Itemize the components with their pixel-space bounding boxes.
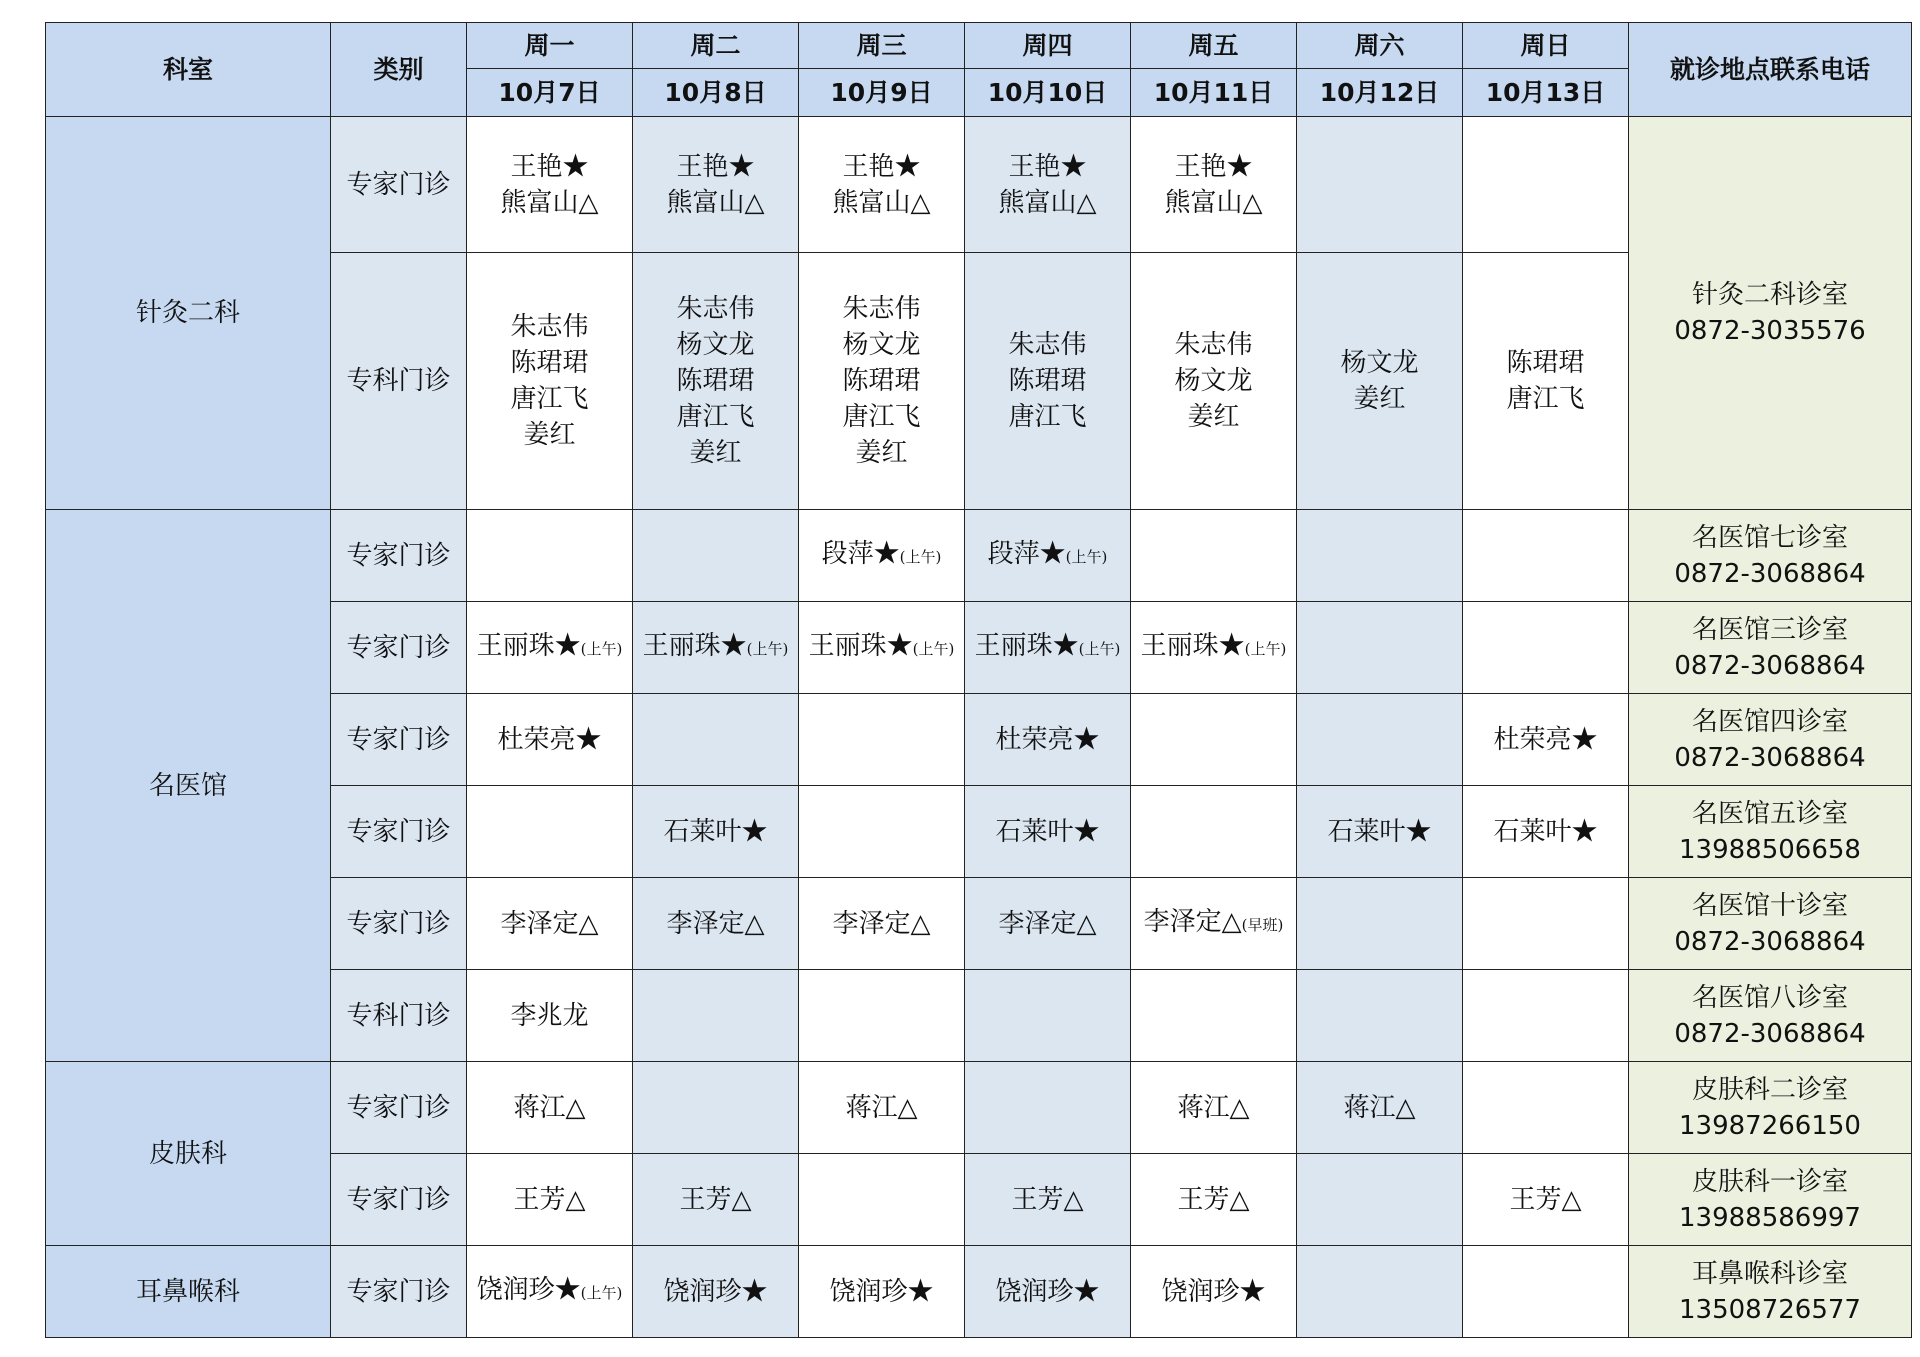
doctor-entry (1133, 185, 1294, 221)
clinic-category: 专家门诊 (331, 786, 467, 878)
session-note: (上午) (1078, 640, 1121, 658)
doctor-name: 王丽珠★ (476, 631, 581, 661)
schedule-cell (1131, 1246, 1297, 1338)
schedule-cell (799, 1154, 965, 1246)
doctor-entry (1133, 399, 1294, 435)
doctor-entry (1133, 1274, 1294, 1310)
table-row (46, 1062, 1912, 1154)
location-contact (1629, 117, 1912, 510)
schedule-cell (633, 253, 799, 510)
doctor-entry (801, 291, 962, 327)
doctor-entry (1299, 381, 1460, 417)
schedule-cell (1297, 786, 1463, 878)
doctor-name: 石莱叶★ (1493, 816, 1598, 847)
location-contact (1629, 970, 1912, 1062)
schedule-cell (1297, 1062, 1463, 1154)
schedule-cell (1297, 970, 1463, 1062)
session-note: (上午) (912, 640, 955, 658)
schedule-cell (799, 602, 965, 694)
doctor-entry (1465, 722, 1626, 758)
doctor-entry (635, 1274, 796, 1310)
location-phone: 0872-3068864 (1674, 558, 1866, 589)
doctor-entry (1133, 628, 1294, 667)
doctor-name: 李泽定△ (1143, 907, 1242, 937)
doctor-name: 石莱叶★ (663, 816, 768, 847)
doctor-name: 陈珺珺 (1008, 366, 1087, 396)
doctor-entry (635, 185, 796, 221)
location-phone: 13988586997 (1679, 1202, 1861, 1233)
header-date: 10月7日 (467, 69, 633, 117)
doctor-name: 蒋江△ (1343, 1092, 1416, 1123)
header-weekday: 周五 (1131, 23, 1297, 69)
doctor-name: 饶润珍★ (1161, 1276, 1266, 1307)
header-date: 10月10日 (965, 69, 1131, 117)
schedule-cell (467, 1062, 633, 1154)
schedule-cell (1463, 1154, 1629, 1246)
doctor-name: 熊富山△ (666, 187, 765, 218)
doctor-name: 陈珺珺 (510, 348, 589, 378)
location-room: 名医馆七诊室 (1691, 522, 1848, 553)
header-category: 类别 (331, 23, 467, 117)
doctor-name: 王艳★ (1174, 151, 1253, 182)
doctor-name: 王丽珠★ (808, 631, 913, 661)
doctor-entry (635, 1182, 796, 1218)
clinic-category: 专科门诊 (331, 970, 467, 1062)
schedule-cell (1463, 1246, 1629, 1338)
location-phone: 0872-3068864 (1674, 1018, 1866, 1049)
location-room: 皮肤科一诊室 (1691, 1166, 1848, 1197)
doctor-entry (1133, 1090, 1294, 1126)
doctor-name: 朱志伟 (1174, 330, 1253, 360)
location-contact (1629, 602, 1912, 694)
schedule-cell (799, 253, 965, 510)
clinic-category: 专家门诊 (331, 878, 467, 970)
doctor-entry (469, 417, 630, 453)
location-phone: 13987266150 (1679, 1110, 1861, 1141)
doctor-entry (635, 906, 796, 942)
doctor-name: 王丽珠★ (642, 631, 747, 661)
doctor-name: 杨文龙 (1174, 366, 1253, 396)
schedule-cell (467, 117, 633, 253)
schedule-cell (633, 602, 799, 694)
doctor-name: 饶润珍★ (995, 1276, 1100, 1307)
clinic-category: 专家门诊 (331, 117, 467, 253)
schedule-cell (1463, 694, 1629, 786)
doctor-name: 王艳★ (676, 151, 755, 182)
location-room: 名医馆四诊室 (1691, 706, 1848, 737)
schedule-cell (633, 117, 799, 253)
header-weekday: 周二 (633, 23, 799, 69)
doctor-name: 姜红 (1353, 384, 1406, 414)
header-date: 10月13日 (1463, 69, 1629, 117)
doctor-name: 段萍★ (821, 539, 900, 569)
doctor-name: 唐江飞 (1008, 402, 1087, 432)
doctor-entry (801, 435, 962, 471)
location-room: 名医馆十诊室 (1691, 890, 1848, 921)
schedule-cell (965, 694, 1131, 786)
doctor-entry (801, 628, 962, 667)
doctor-entry (801, 399, 962, 435)
doctor-name: 饶润珍★ (663, 1276, 768, 1307)
schedule-cell (1297, 602, 1463, 694)
location-phone: 0872-3068864 (1674, 742, 1866, 773)
doctor-name: 蒋江△ (1177, 1092, 1250, 1123)
doctor-name: 唐江飞 (510, 384, 589, 414)
doctor-entry (469, 345, 630, 381)
doctor-entry (967, 722, 1128, 758)
doctor-name: 王芳△ (1011, 1184, 1084, 1215)
header-date: 10月12日 (1297, 69, 1463, 117)
doctor-name: 石莱叶★ (1327, 816, 1432, 847)
location-room: 针灸二科诊室 (1691, 280, 1848, 310)
schedule-cell (633, 1062, 799, 1154)
doctor-name: 李泽定△ (832, 908, 931, 939)
doctor-entry (967, 185, 1128, 221)
schedule-cell (799, 117, 965, 253)
department-name: 皮肤科 (46, 1062, 331, 1246)
doctor-entry (469, 906, 630, 942)
doctor-entry (1299, 814, 1460, 850)
schedule-cell (965, 878, 1131, 970)
clinic-category: 专家门诊 (331, 1246, 467, 1338)
schedule-cell (1297, 117, 1463, 253)
clinic-category: 专家门诊 (331, 510, 467, 602)
clinic-schedule-table (45, 22, 1912, 1338)
doctor-entry (469, 149, 630, 185)
doctor-entry (1133, 363, 1294, 399)
doctor-name: 杨文龙 (676, 330, 755, 360)
header-weekday: 周四 (965, 23, 1131, 69)
department-name: 名医馆 (46, 510, 331, 1062)
location-phone: 13988506658 (1679, 834, 1861, 865)
schedule-cell (633, 1246, 799, 1338)
schedule-cell (1463, 602, 1629, 694)
schedule-cell (965, 1246, 1131, 1338)
schedule-cell (1131, 1154, 1297, 1246)
location-contact (1629, 1062, 1912, 1154)
session-note: (上午) (580, 1284, 623, 1302)
schedule-cell (633, 970, 799, 1062)
header-weekday: 周六 (1297, 23, 1463, 69)
doctor-name: 姜红 (523, 420, 576, 450)
schedule-cell (633, 694, 799, 786)
doctor-name: 李泽定△ (666, 908, 765, 939)
location-phone: 13508726577 (1679, 1294, 1861, 1325)
doctor-name: 姜红 (855, 438, 908, 468)
doctor-entry (1133, 1182, 1294, 1218)
location-phone: 0872-3068864 (1674, 926, 1866, 957)
schedule-cell (965, 1062, 1131, 1154)
doctor-name: 李泽定△ (500, 908, 599, 939)
doctor-entry (1465, 381, 1626, 417)
schedule-cell (799, 878, 965, 970)
session-note: (上午) (580, 640, 623, 658)
location-room: 名医馆八诊室 (1691, 982, 1848, 1013)
schedule-cell (1131, 878, 1297, 970)
doctor-name: 熊富山△ (1164, 187, 1263, 218)
schedule-cell (467, 970, 633, 1062)
doctor-name: 王艳★ (842, 151, 921, 182)
location-contact (1629, 878, 1912, 970)
clinic-category: 专科门诊 (331, 253, 467, 510)
location-room: 皮肤科二诊室 (1691, 1074, 1848, 1105)
table-row (46, 1246, 1912, 1338)
schedule-cell (1463, 878, 1629, 970)
schedule-cell (1131, 1062, 1297, 1154)
doctor-name: 杨文龙 (842, 330, 921, 360)
location-room: 名医馆五诊室 (1691, 798, 1848, 829)
header-row-weekday (46, 23, 1912, 69)
schedule-cell (799, 786, 965, 878)
doctor-name: 王芳△ (1177, 1184, 1250, 1215)
schedule-wrapper (45, 22, 1912, 1338)
schedule-cell (1297, 1154, 1463, 1246)
doctor-entry (469, 628, 630, 667)
table-row (46, 510, 1912, 602)
schedule-cell (467, 1246, 633, 1338)
schedule-cell (965, 510, 1131, 602)
schedule-cell (467, 786, 633, 878)
table-header (46, 23, 1912, 117)
schedule-cell (1463, 510, 1629, 602)
schedule-cell (1297, 878, 1463, 970)
clinic-category: 专家门诊 (331, 1154, 467, 1246)
doctor-name: 蒋江△ (513, 1092, 586, 1123)
doctor-name: 姜红 (689, 438, 742, 468)
doctor-name: 陈珺珺 (676, 366, 755, 396)
schedule-cell (633, 510, 799, 602)
doctor-entry (469, 998, 630, 1034)
schedule-cell (965, 117, 1131, 253)
doctor-entry (801, 536, 962, 575)
doctor-entry (801, 1090, 962, 1126)
doctor-name: 李兆龙 (510, 1000, 589, 1031)
doctor-entry (1133, 904, 1294, 943)
doctor-name: 王丽珠★ (974, 631, 1079, 661)
doctor-name: 蒋江△ (845, 1092, 918, 1123)
schedule-cell (799, 510, 965, 602)
doctor-entry (967, 1182, 1128, 1218)
table-body (46, 117, 1912, 1338)
doctor-entry (967, 628, 1128, 667)
schedule-cell (1131, 694, 1297, 786)
table-row (46, 117, 1912, 253)
doctor-name: 朱志伟 (510, 312, 589, 342)
schedule-cell (799, 970, 965, 1062)
doctor-entry (1465, 1182, 1626, 1218)
schedule-cell (633, 878, 799, 970)
location-contact (1629, 1246, 1912, 1338)
location-phone: 0872-3068864 (1674, 650, 1866, 681)
schedule-cell (965, 1154, 1131, 1246)
schedule-cell (633, 786, 799, 878)
doctor-name: 王丽珠★ (1140, 631, 1245, 661)
header-weekday: 周一 (467, 23, 633, 69)
doctor-name: 石莱叶★ (995, 816, 1100, 847)
doctor-entry (635, 149, 796, 185)
department-name: 针灸二科 (46, 117, 331, 510)
session-note: (上午) (1244, 640, 1287, 658)
doctor-name: 朱志伟 (676, 294, 755, 324)
header-dept: 科室 (46, 23, 331, 117)
doctor-entry (469, 185, 630, 221)
schedule-cell (799, 1246, 965, 1338)
doctor-name: 熊富山△ (998, 187, 1097, 218)
doctor-entry (635, 363, 796, 399)
doctor-name: 熊富山△ (500, 187, 599, 218)
doctor-entry (635, 399, 796, 435)
session-note: (上午) (899, 548, 942, 566)
doctor-entry (801, 185, 962, 221)
doctor-name: 饶润珍★ (476, 1275, 581, 1305)
schedule-cell (965, 602, 1131, 694)
doctor-entry (801, 1274, 962, 1310)
doctor-entry (635, 435, 796, 471)
schedule-cell (799, 1062, 965, 1154)
location-contact (1629, 1154, 1912, 1246)
doctor-entry (635, 628, 796, 667)
doctor-entry (801, 363, 962, 399)
schedule-cell (633, 1154, 799, 1246)
header-weekday: 周三 (799, 23, 965, 69)
schedule-cell (1131, 253, 1297, 510)
doctor-entry (1133, 149, 1294, 185)
doctor-entry (801, 906, 962, 942)
doctor-name: 朱志伟 (1008, 330, 1087, 360)
doctor-entry (635, 814, 796, 850)
schedule-cell (1131, 602, 1297, 694)
clinic-category: 专家门诊 (331, 694, 467, 786)
schedule-cell (1131, 970, 1297, 1062)
doctor-entry (967, 363, 1128, 399)
schedule-cell (1463, 786, 1629, 878)
doctor-entry (801, 149, 962, 185)
doctor-name: 唐江飞 (842, 402, 921, 432)
doctor-entry (469, 1272, 630, 1311)
doctor-entry (1299, 1090, 1460, 1126)
doctor-name: 唐江飞 (676, 402, 755, 432)
session-note: (上午) (1065, 548, 1108, 566)
doctor-entry (469, 1090, 630, 1126)
doctor-entry (635, 291, 796, 327)
doctor-entry (469, 309, 630, 345)
clinic-category: 专家门诊 (331, 1062, 467, 1154)
doctor-entry (967, 536, 1128, 575)
location-contact (1629, 786, 1912, 878)
location-phone: 0872-3035576 (1674, 316, 1866, 346)
header-weekday: 周日 (1463, 23, 1629, 69)
doctor-entry (1299, 345, 1460, 381)
doctor-entry (967, 149, 1128, 185)
doctor-entry (1133, 327, 1294, 363)
schedule-cell (1297, 1246, 1463, 1338)
schedule-cell (965, 786, 1131, 878)
clinic-category: 专家门诊 (331, 602, 467, 694)
schedule-cell (965, 970, 1131, 1062)
doctor-entry (469, 1182, 630, 1218)
schedule-cell (1131, 117, 1297, 253)
session-note: (早班) (1241, 916, 1284, 934)
doctor-name: 王艳★ (1008, 151, 1087, 182)
schedule-cell (467, 253, 633, 510)
schedule-cell (467, 694, 633, 786)
doctor-name: 王艳★ (510, 151, 589, 182)
schedule-cell (799, 694, 965, 786)
location-contact (1629, 694, 1912, 786)
doctor-name: 王芳△ (679, 1184, 752, 1215)
schedule-cell (1297, 253, 1463, 510)
doctor-entry (967, 1274, 1128, 1310)
schedule-cell (1463, 117, 1629, 253)
doctor-name: 段萍★ (987, 539, 1066, 569)
doctor-name: 熊富山△ (832, 187, 931, 218)
header-location: 就诊地点联系电话 (1629, 23, 1912, 117)
schedule-cell (1297, 694, 1463, 786)
doctor-name: 唐江飞 (1506, 384, 1585, 414)
doctor-name: 杜荣亮★ (1493, 724, 1598, 755)
header-date: 10月9日 (799, 69, 965, 117)
schedule-cell (467, 878, 633, 970)
schedule-cell (467, 510, 633, 602)
schedule-cell (1463, 253, 1629, 510)
doctor-entry (967, 906, 1128, 942)
session-note: (上午) (746, 640, 789, 658)
doctor-entry (469, 381, 630, 417)
schedule-cell (467, 602, 633, 694)
doctor-entry (469, 722, 630, 758)
schedule-cell (1131, 786, 1297, 878)
doctor-name: 王芳△ (513, 1184, 586, 1215)
doctor-name: 姜红 (1187, 402, 1240, 432)
doctor-entry (967, 399, 1128, 435)
schedule-cell (1297, 510, 1463, 602)
doctor-name: 王芳△ (1509, 1184, 1582, 1215)
doctor-name: 饶润珍★ (829, 1276, 934, 1307)
doctor-name: 杜荣亮★ (995, 724, 1100, 755)
doctor-entry (1465, 814, 1626, 850)
schedule-cell (467, 1154, 633, 1246)
doctor-name: 李泽定△ (998, 908, 1097, 939)
schedule-cell (1131, 510, 1297, 602)
header-date: 10月11日 (1131, 69, 1297, 117)
doctor-entry (635, 327, 796, 363)
doctor-entry (801, 327, 962, 363)
doctor-name: 杨文龙 (1340, 348, 1419, 378)
header-date: 10月8日 (633, 69, 799, 117)
doctor-entry (1465, 345, 1626, 381)
location-room: 耳鼻喉科诊室 (1691, 1258, 1848, 1289)
doctor-name: 陈珺珺 (842, 366, 921, 396)
schedule-cell (1463, 970, 1629, 1062)
doctor-name: 陈珺珺 (1506, 348, 1585, 378)
doctor-entry (967, 814, 1128, 850)
schedule-cell (1463, 1062, 1629, 1154)
location-room: 名医馆三诊室 (1691, 614, 1848, 645)
doctor-name: 杜荣亮★ (497, 724, 602, 755)
department-name: 耳鼻喉科 (46, 1246, 331, 1338)
doctor-name: 朱志伟 (842, 294, 921, 324)
schedule-cell (965, 253, 1131, 510)
location-contact (1629, 510, 1912, 602)
doctor-entry (967, 327, 1128, 363)
